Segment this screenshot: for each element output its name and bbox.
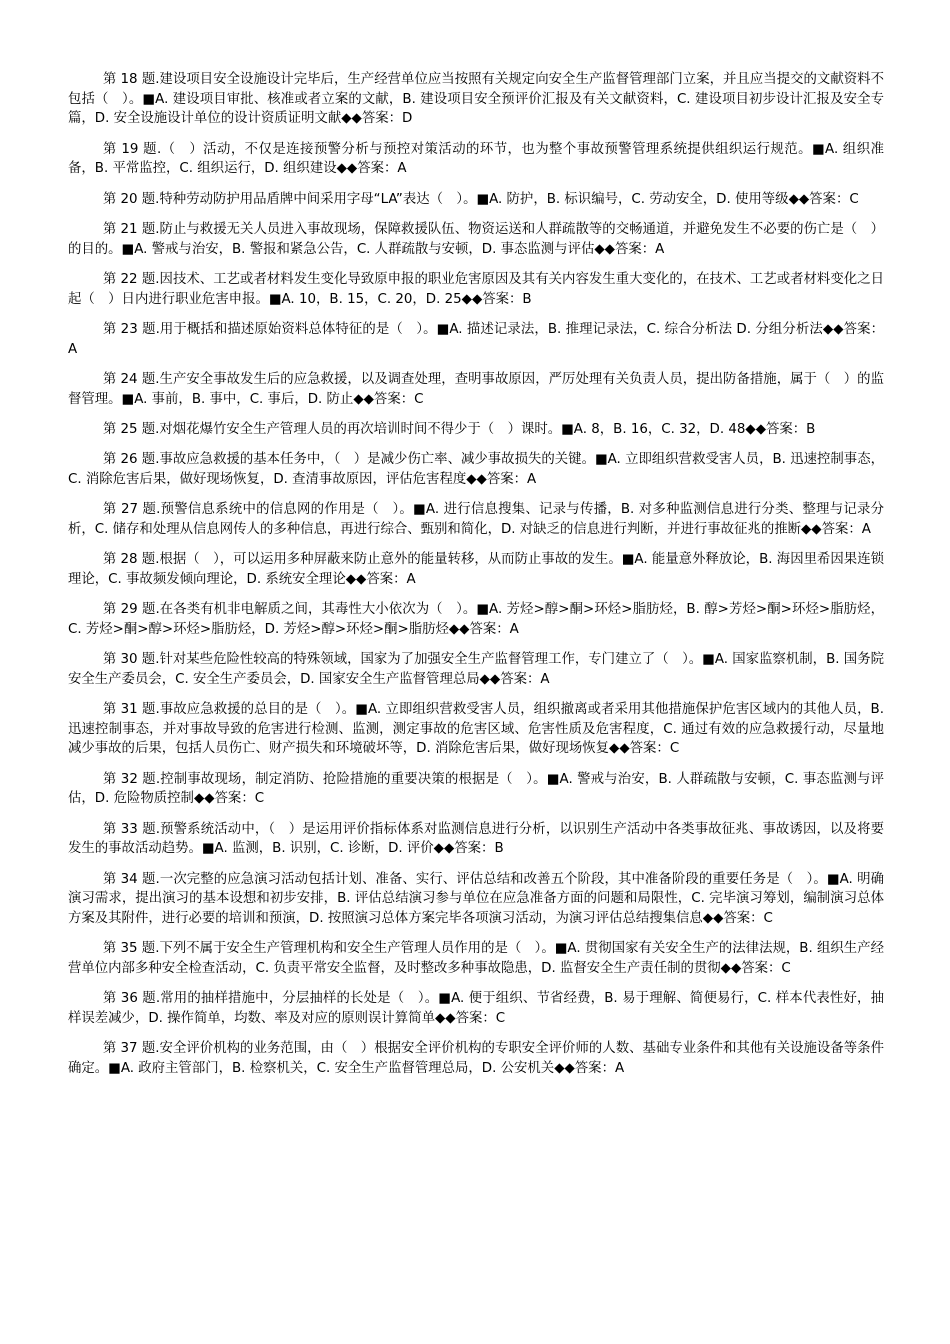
question-23: 第 23 题.用于概括和描述原始资料总体特征的是（ ）。■A. 描述记录法，B. 推理记录法，C. 综合分析法 D. 分组分析法◆◆答案：A	[68, 321, 884, 357]
question-25: 第 25 题.对烟花爆竹安全生产管理人员的再次培训时间不得少于（ ）课时。■A. 8，B. 16，C. 32，D. 48◆◆答案：B	[102, 421, 816, 437]
question-20: 第 20 题.特种劳动防护用品盾牌中间采用字母“LA”表达（ ）。■A. 防护，B. 标识编号，C. 劳动安全，D. 使用等级◆◆答案：C	[102, 191, 859, 207]
question-29: 第 29 题.在各类有机非电解质之间，其毒性大小依次为（ ）。■A. 芳烃>醇>酮>环烃>脂肪烃，B. 醇>芳烃>酮>环烃>脂肪烃，C. 芳烃>酮>醇>环烃>脂肪烃，D. 芳烃>醇>环烃>酮>脂肪烃◆◆答案：A	[68, 602, 884, 637]
question-18: 第 18 题.建设项目安全设施设计完毕后，生产经营单位应当按照有关规定向安全生产监督管理部门立案，并且应当提交的文献资料不包括（ ）。■A. 建设项目审批、核准或者立案的文献，B. 建设项目安全预评价汇报及有关文献资料，C. 建设项目初步设计汇报及安全专篇，D. 安全设施设计单位的设计资质证明文献◆◆答案：D	[68, 72, 884, 127]
question-35: 第 35 题.下列不属于安全生产管理机构和安全生产管理人员作用的是（ ）。■A. 贯彻国家有关安全生产的法律法规，B. 组织生产经营单位内部多种安全检查活动，C. 负责平常安全监督，及时整改多种事故隐患，D. 监督安全生产责任制的贯彻◆◆答案：C	[68, 941, 884, 976]
question-26: 第 26 题.事故应急救援的基本任务中，（ ）是减少伤亡率、减少事故损失的关键。■A. 立即组织营救受害人员，B. 迅速控制事态，C. 消除危害后果，做好现场恢复，D. 查清事故原因，评估危害程度◆◆答案：A	[68, 452, 884, 487]
question-21: 第 21 题.防止与救援无关人员进入事故现场，保障救援队伍、物资运送和人群疏散等的交畅通道，并避免发生不必要的伤亡是（ ）的目的。■A. 警戒与治安，B. 警报和紧急公告，C. 人群疏散与安顿，D. 事态监测与评估◆◆答案：A	[68, 221, 884, 257]
question-22: 第 22 题.因技术、工艺或者材料发生变化导致原申报的职业危害原因及其有关内容发生重大变化的，在技术、工艺或者材料变化之日起（ ）日内进行职业危害申报。■A. 10，B. 15，C. 20，D. 25◆◆答案：B	[68, 271, 884, 307]
question-32: 第 32 题.控制事故现场，制定消防、抢险措施的重要决策的根据是（ ）。■A. 警戒与治安，B. 人群疏散与安顿，C. 事态监测与评估，D. 危险物质控制◆◆答案：C	[68, 771, 884, 807]
question-28: 第 28 题.根据（ ），可以运用多种屏蔽来防止意外的能量转移，从而防止事故的发生。■A. 能量意外释放论，B. 海因里希因果连锁理论，C. 事故频发倾向理论，D. 系统安全理论◆◆答案：A	[68, 552, 884, 587]
question-33: 第 33 题.预警系统活动中，（ ）是运用评价指标体系对监测信息进行分析，以识别生产活动中各类事故征兆、事故诱因，以及将要发生的事故活动趋势。■A. 监测，B. 识别，C. 诊断，D. 评价◆◆答案：B	[68, 821, 884, 857]
question-31: 第 31 题.事故应急救援的总目的是（ ）。■A. 立即组织营救受害人员，组织撤离或者采用其他措施保护危害区域内的其他人员，B. 迅速控制事态，并对事故导致的危害进行检测、监测，测定事故的危害区域、危害性质及危害程度，C. 通过有效的应急救援行动，尽量地减少事故的后果，包括人员伤亡、财产损失和环境破坏等，D. 消除危害后果，做好现场恢复◆◆答案：C	[68, 702, 884, 757]
question-27: 第 27 题.预警信息系统中的信息网的作用是（ ）。■A. 进行信息搜集、记录与传播，B. 对多种监测信息进行分类、整理与记录分析，C. 储存和处理从信息网传人的多种信息，再进行综合、甄别和简化，D. 对缺乏的信息进行判断，并进行事故征兆的推断◆◆答案：A	[68, 502, 884, 537]
question-37: 第 37 题.安全评价机构的业务范围，由（ ）根据安全评价机构的专职安全评价师的人数、基础专业条件和其他有关设施设备等条件确定。■A. 政府主管部门，B. 检察机关，C. 安全生产监督管理总局，D. 公安机关◆◆答案：A	[68, 1041, 884, 1076]
question-19: 第 19 题.（ ）活动，不仅是连接预警分析与预控对策活动的环节，也为整个事故预警管理系统提供组织运行规范。■A. 组织准备，B. 平常监控，C. 组织运行，D. 组织建设◆◆答案：A	[68, 141, 884, 177]
question-30: 第 30 题.针对某些危险性较高的特殊领域，国家为了加强安全生产监督管理工作，专门建立了（ ）。■A. 国家监察机制，B. 国务院安全生产委员会，C. 安全生产委员会，D. 国家安全生产监督管理总局◆◆答案：A	[68, 652, 884, 687]
document-page	[68, 70, 884, 1089]
question-24: 第 24 题.生产安全事故发生后的应急救援，以及调查处理，查明事故原因，严厉处理有关负责人员，提出防备措施，属于（ ）的监督管理。■A. 事前，B. 事中，C. 事后，D. 防止◆◆答案：C	[68, 371, 884, 407]
question-34: 第 34 题.一次完整的应急演习活动包括计划、准备、实行、评估总结和改善五个阶段，其中准备阶段的重要任务是（ ）。■A. 明确演习需求，提出演习的基本设想和初步安排，B. 评估总结演习参与单位在应急准备方面的问题和局限性，C. 完毕演习筹划，编制演习总体方案及其附件，进行必要的培训和预演，D. 按照演习总体方案完毕各项演习活动，为演习评估总结搜集信息◆◆答案：C	[68, 871, 884, 926]
question-36: 第 36 题.常用的抽样措施中，分层抽样的长处是（ ）。■A. 便于组织、节省经费，B. 易于理解、简便易行，C. 样本代表性好，抽样误差减少，D. 操作简单，均数、率及对应的原则误计算简单◆◆答案：C	[68, 991, 884, 1026]
